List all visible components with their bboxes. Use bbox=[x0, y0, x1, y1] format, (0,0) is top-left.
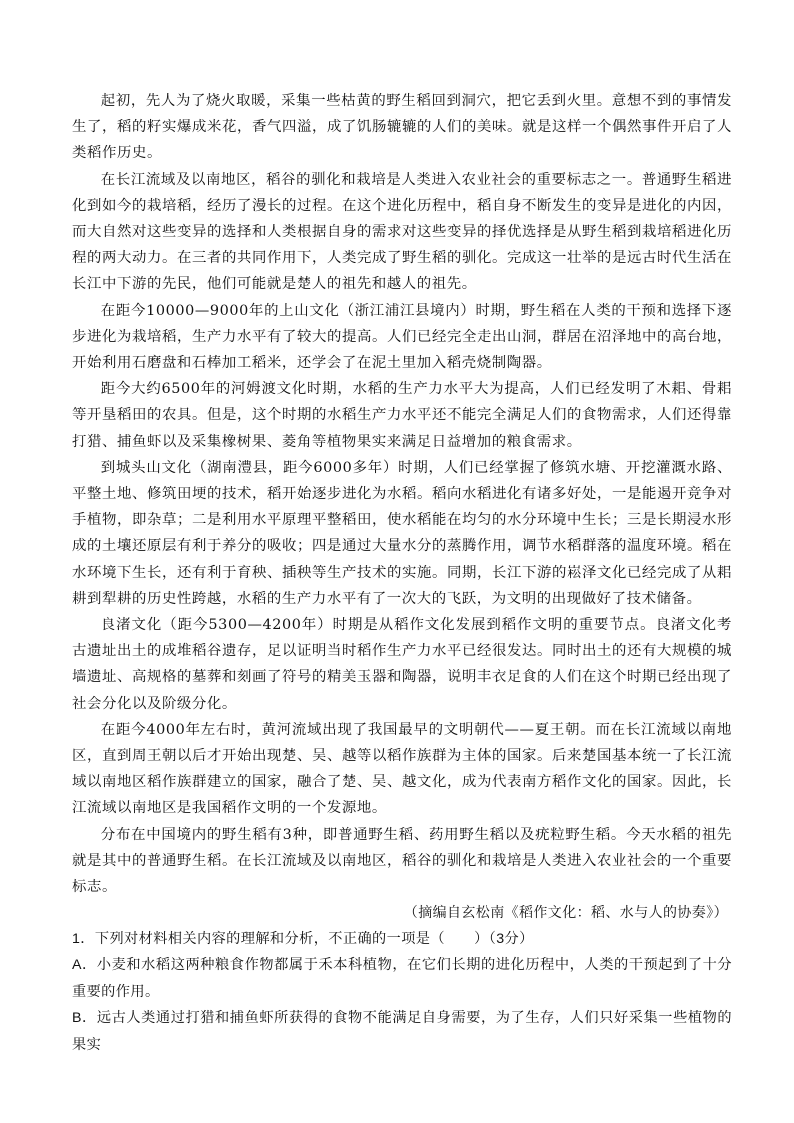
document-page bbox=[72, 88, 732, 1058]
passage-paragraph-8: 分布在中国境内的野生稻有3种，即普通野生稻、药用野生稻以及疣粒野生稻。今天水稻的祖先就是其中的普通野生稻。在长江流域及以南地区，稻谷的驯化和栽培是人类进入农业社会的一个重要标志。 bbox=[72, 826, 732, 896]
passage-source: （摘编自玄松南《稻作文化：稻、水与人的协奏》） bbox=[403, 905, 728, 922]
reading-passage bbox=[72, 88, 732, 926]
passage-paragraph-2: 在长江流域及以南地区，稻谷的驯化和栽培是人类进入农业社会的重要标志之一。普通野生稻进化到如今的栽培稻，经历了漫长的过程。在这个进化历程中，稻自身不断发生的变异是进化的内因，而大自然对这些变异的选择和人类根据自身的需求对这些变异的择优选择是从野生稻到栽培稻进化历程的两大动力。在三者的共同作用下，人类完成了野生稻的驯化。完成这一壮举的是远古时代生活在长江中下游的先民，他们可能就是楚人的祖先和越人的祖先。 bbox=[72, 171, 732, 293]
question-option-a[interactable]: A．小麦和水稻这两种粮食作物都属于禾本科植物，在它们长期的进化历程中，人类的干预起到了十分重要的作用。 bbox=[72, 957, 732, 1000]
passage-paragraph-3: 在距今10000—9000年的上山文化（浙江浦江县境内）时期，野生稻在人类的干预和选择下逐步进化为栽培稻，生产力水平有了较大的提高。人们已经完全走出山洞，群居在沼泽地中的高台地，开始利用石磨盘和石棒加工稻米，还学会了在泥土里加入稻壳烧制陶器。 bbox=[72, 302, 732, 372]
question-stem: 1．下列对材料相关内容的理解和分析，不正确的一项是（ ）（3分） bbox=[72, 931, 534, 948]
passage-paragraph-4: 距今大约6500年的河姆渡文化时期，水稻的生产力水平大为提高，人们已经发明了木耜、骨耜等开垦稻田的农具。但是，这个时期的水稻生产力水平还不能完全满足人们的食物需求，人们还得靠打猎、捕鱼虾以及采集橡树果、菱角等植物果实来满足日益增加的粮食需求。 bbox=[72, 381, 732, 450]
passage-paragraph-1: 起初，先人为了烧火取暖，采集一些枯黄的野生稻回到洞穴，把它丢到火里。意想不到的事情发生了，稻的籽实爆成米花，香气四溢，成了饥肠辘辘的人们的美味。就是这样一个偶然事件开启了人类稻作历史。 bbox=[72, 93, 732, 162]
passage-paragraph-6: 良渚文化（距今5300—4200年）时期是从稻作文化发展到稻作文明的重要节点。良渚文化考古遗址出土的成堆稻谷遗存，足以证明当时稻作生产力水平已经很发达。同时出土的还有大规模的城墙遗址、高规格的墓葬和刻画了符号的精美玉器和陶器，说明丰衣足食的人们在这个时期已经出现了社会分化以及阶级分化。 bbox=[72, 617, 732, 712]
question-block bbox=[72, 926, 732, 1058]
passage-paragraph-5: 到城头山文化（湖南澧县，距今6000多年）时期，人们已经掌握了修筑水塘、开挖灌溉水路、平整土地、修筑田埂的技术，稻开始逐步进化为水稻。稻向水稻进化有诸多好处，一是能遏开竞争对手植物，即杂草；二是利用水平原理平整稻田，使水稻能在均匀的水分环境中生长；三是长期浸水形成的土壤还原层有利于养分的吸收；四是通过大量水分的蒸腾作用，调节水稻群落的温度环境。稻在水环境下生长，还有利于育秧、插秧等生产技术的实施。同期，长江下游的崧泽文化已经完成了从耜耕到犁耕的历史性跨越，水稻的生产力水平有了一次大的飞跃，为文明的出现做好了技术储备。 bbox=[72, 459, 732, 607]
passage-paragraph-7: 在距今4000年左右时，黄河流域出现了我国最早的文明朝代——夏王朝。而在长江流域以南地区，直到周王朝以后才开始出现楚、吴、越等以稻作族群为主体的国家。后来楚国基本统一了长江流域以南地区稻作族群建立的国家，融合了楚、吴、越文化，成为代表南方稻作文化的国家。因此，长江流域以南地区是我国稻作文明的一个发源地。 bbox=[72, 721, 732, 817]
question-option-b[interactable]: B．远古人类通过打猎和捕鱼虾所获得的食物不能满足自身需要，为了生存，人们只好采集一些植物的果实 bbox=[72, 1010, 732, 1053]
